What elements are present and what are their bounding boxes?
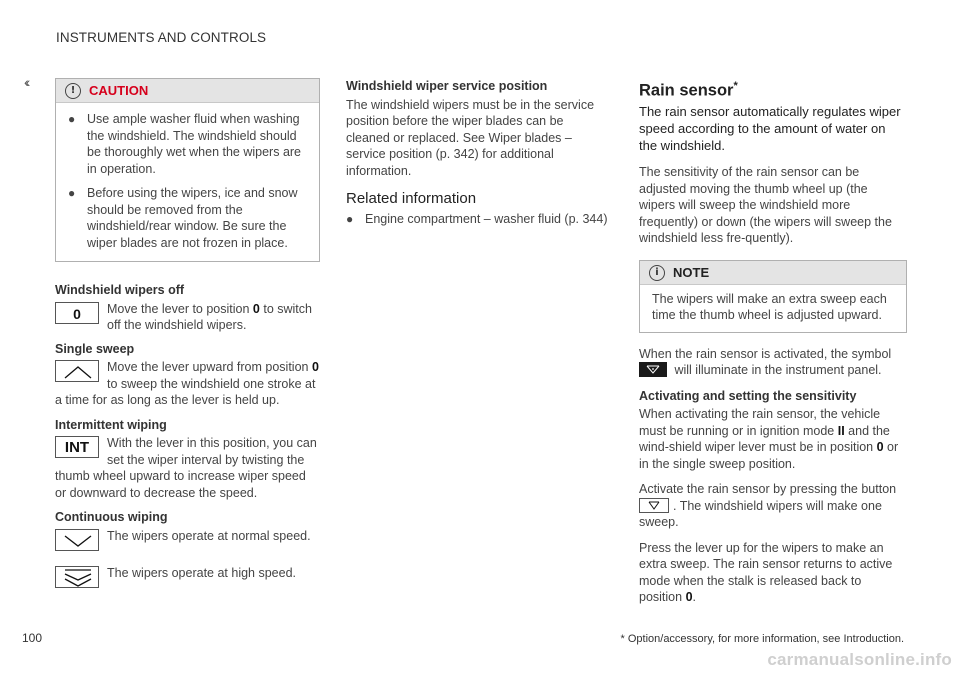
- double-chevron-left-icon[interactable]: ‹‹: [24, 74, 28, 90]
- warning-exclamation-icon: !: [65, 83, 81, 99]
- heading-wipers-off: Windshield wipers off: [55, 283, 185, 297]
- heading-intermittent: Intermittent wiping: [55, 417, 167, 432]
- caution-box: [55, 78, 320, 262]
- normal-speed-icon: [55, 529, 99, 551]
- entry-intermittent: INT With the lever in this position, you can set the wiper interval by twisting the thumb wheel upward to increase wiper speed or downward to decrease the speed.: [55, 436, 317, 500]
- single-sweep-icon: [55, 360, 99, 382]
- column-middle: [346, 78, 608, 227]
- entry-single-sweep: Move the lever upward from position 0 to sweep the windshield one stroke at a time for as long as the lever is held up.: [55, 360, 319, 407]
- note-title: NOTE: [673, 264, 710, 280]
- note-text: The wipers will make an extra sweep each time the thumb wheel is adjusted upward.: [652, 291, 887, 322]
- extra-sweep-text: Press the lever up for the wipers to make an extra sweep. The rain sensor returns to active mode when the stalk is released back to position 0.: [639, 540, 893, 604]
- caution-title: CAUTION: [89, 83, 149, 98]
- int-symbol: INT: [55, 436, 99, 458]
- footnote: * Option/accessory, for more information, see Introduction.: [620, 633, 904, 645]
- entry-high-speed: The wipers operate at high speed.: [55, 565, 320, 590]
- related-information-heading: Related information: [346, 190, 477, 207]
- related-link[interactable]: ● Engine compartment – washer fluid (p. 344): [346, 211, 608, 226]
- column-left: [55, 78, 320, 590]
- page-header-title: INSTRUMENTS AND CONTROLS: [56, 30, 267, 45]
- rain-sensor-button-icon[interactable]: [639, 498, 669, 513]
- list-item: ● Use ample washer fluid when washing the windshield. The windshield should be thoroughly wet when the wipers are in operation.: [68, 112, 302, 176]
- heading-continuous: Continuous wiping: [55, 510, 168, 524]
- watermark: carmanualsonline.info: [767, 650, 952, 669]
- activating-text: When activating the rain sensor, the vehicle must be running or in ignition mode II and the wind-shield wiper lever must be in position 0 or in the single sweep position.: [639, 407, 899, 471]
- position-zero-symbol: 0: [55, 302, 99, 324]
- rain-sensor-lead: The rain sensor automatically regulates wiper speed according to the amount of water on the windshield.: [639, 104, 901, 153]
- press-button-text: Activate the rain sensor by pressing the button . The windshield wipers will make one sweep.: [639, 482, 897, 529]
- entry-normal-speed: The wipers operate at normal speed.: [55, 528, 320, 553]
- high-speed-icon: [55, 566, 99, 588]
- heading-activating: Activating and setting the sensitivity: [639, 388, 857, 403]
- entry-wipers-off: 0 Move the lever to position 0 to switch off the windshield wipers.: [55, 301, 320, 334]
- heading-service-position: Windshield wiper service position: [346, 79, 548, 93]
- activated-text: When the rain sensor is activated, the symbol will illuminate in the instrument panel.: [639, 346, 892, 377]
- rain-sensor-title: Rain sensor*: [639, 80, 738, 100]
- service-position-text: The windshield wipers must be in the service position before the wiper blades can be cleaned or replaced. See Wiper blades – service position (p. 342) for additional information.: [346, 97, 595, 178]
- note-box: [639, 260, 907, 333]
- list-item: ● Before using the wipers, ice and snow should be removed from the windshield/rear window. Be sure the wiper blades are not frozen in place.: [68, 186, 298, 250]
- heading-single-sweep: Single sweep: [55, 341, 135, 356]
- rain-sensor-indicator-icon: [639, 362, 667, 377]
- column-right: [639, 78, 907, 615]
- page-number: 100: [22, 631, 43, 645]
- info-icon: i: [649, 265, 665, 281]
- sensitivity-text: The sensitivity of the rain sensor can be adjusted moving the thumb wheel up (the wipers will sweep the windshield more frequently) or down (the wipers will sweep the windshield less fre-quently).: [639, 165, 892, 245]
